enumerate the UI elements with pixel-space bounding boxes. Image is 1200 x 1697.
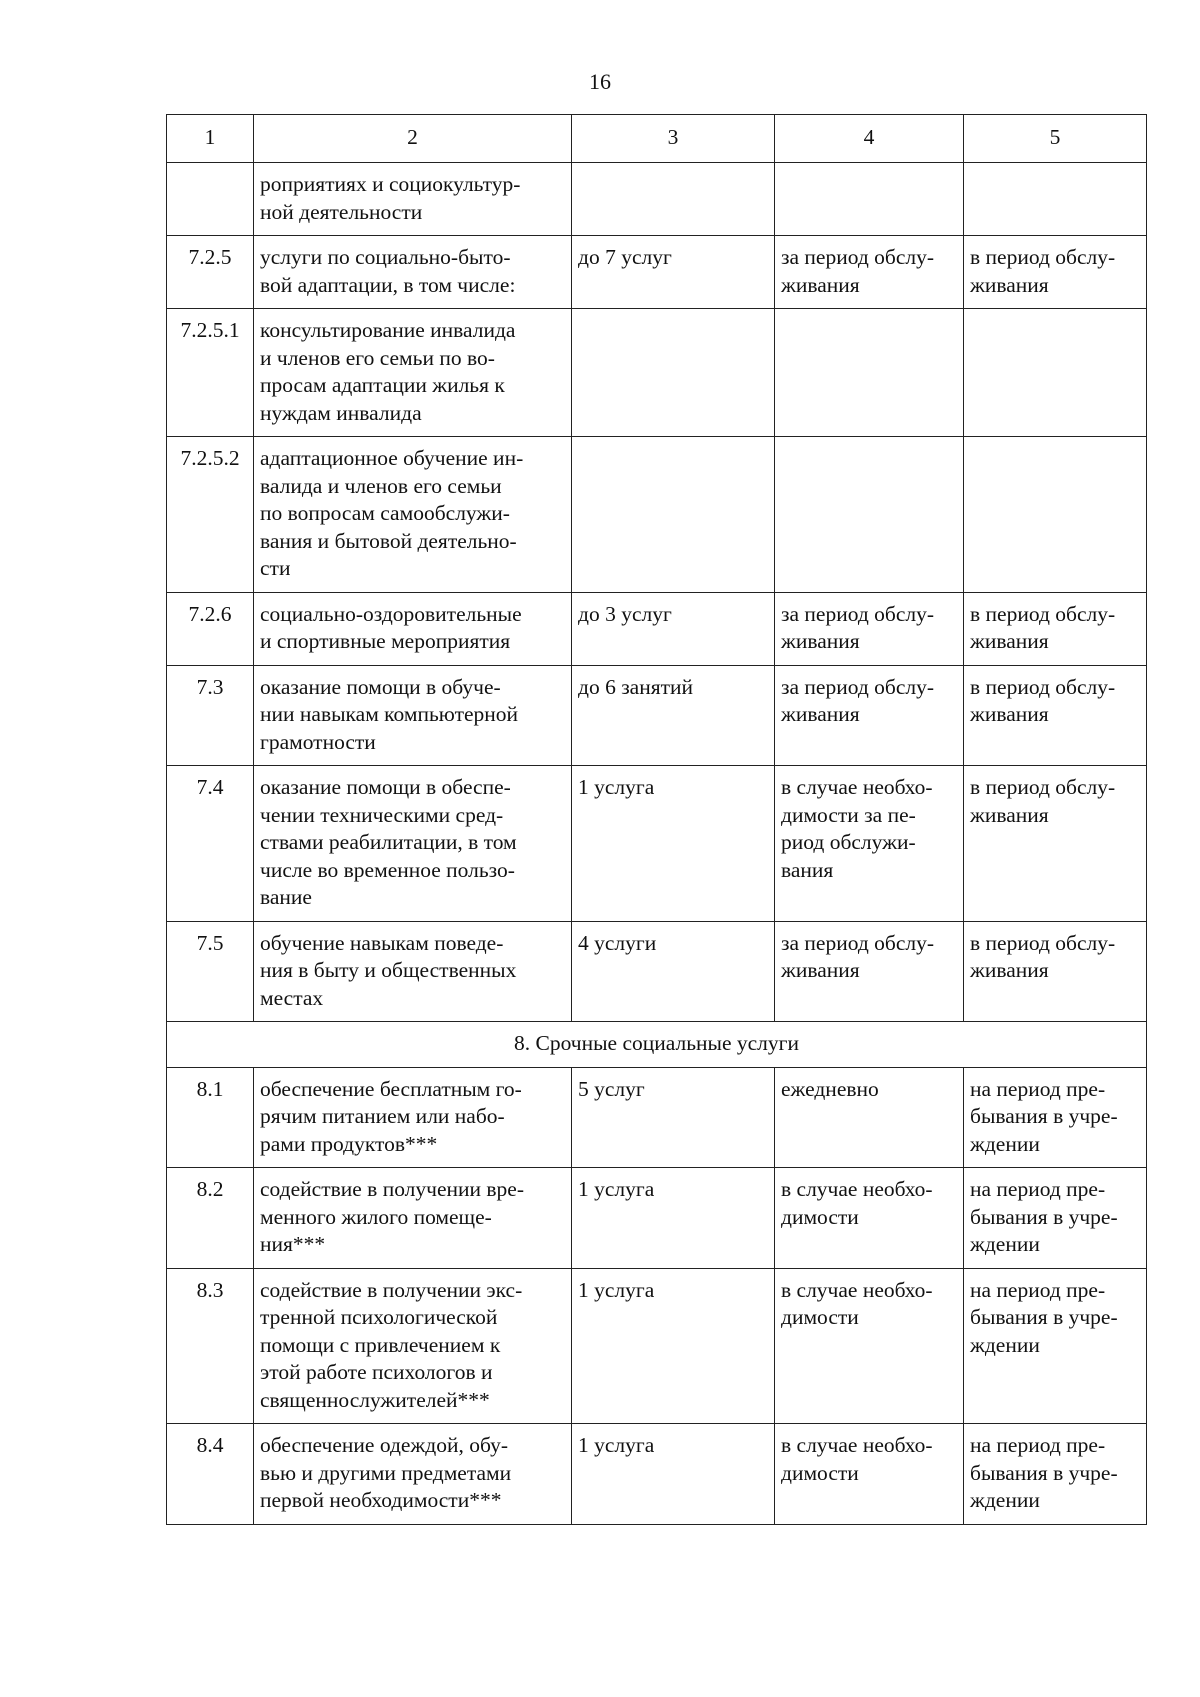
cell-text-line: до 7 услуг <box>578 245 672 269</box>
cell-text-line: нуждам инвалида <box>260 400 422 425</box>
column-header-4: 4 <box>775 115 964 163</box>
cell-text-line: до 6 занятий <box>578 674 694 699</box>
section-title: 8. Срочные социальные услуги <box>167 1022 1147 1068</box>
cell-col-3 <box>572 766 775 922</box>
section-8-header <box>167 1022 1147 1068</box>
cell-text-line: по вопросам самообслужи- <box>260 501 510 525</box>
cell-text-line: роприятиях и социокультур- <box>260 172 521 196</box>
table-row <box>167 592 1147 665</box>
cell-text-line: нии навыкам компьютерной <box>260 702 519 726</box>
cell-col-1: 8.2 <box>167 1168 254 1269</box>
cell-text-line: просам адаптации жилья к <box>260 373 505 397</box>
column-header-1: 1 <box>167 115 254 163</box>
cell-col-2 <box>254 665 572 766</box>
cell-col-3 <box>572 921 775 1022</box>
cell-col-2 <box>254 437 572 593</box>
cell-col-3 <box>572 1168 775 1269</box>
cell-text-line: 1 услуга <box>578 1433 655 1457</box>
cell-col-2 <box>254 236 572 309</box>
cell-text-line: этой работе психологов и <box>260 1360 493 1384</box>
cell-col-2 <box>254 1424 572 1525</box>
cell-text-line: сти <box>260 556 291 580</box>
cell-col-3 <box>572 1424 775 1525</box>
cell-text-line: на период пре- <box>970 1433 1106 1457</box>
cell-text-line: 1 услуга <box>578 775 655 799</box>
cell-col-4 <box>775 236 964 309</box>
cell-text-line: в случае необхо- <box>781 1177 933 1201</box>
cell-col-5 <box>964 665 1147 766</box>
table-row <box>167 437 1147 593</box>
cell-text-line: риод обслужи- <box>781 830 916 854</box>
column-header-5: 5 <box>964 115 1147 163</box>
cell-text-line: живания <box>970 272 1049 297</box>
cell-col-3 <box>572 309 775 437</box>
table-row <box>167 1424 1147 1525</box>
table-row <box>167 309 1147 437</box>
cell-col-4 <box>775 766 964 922</box>
cell-text-line: за период обслу- <box>781 245 935 269</box>
cell-col-5 <box>964 592 1147 665</box>
cell-text-line: живания <box>781 702 860 726</box>
cell-text-line: и спортивные мероприятия <box>260 629 511 653</box>
table-row <box>167 665 1147 766</box>
cell-col-4 <box>775 921 964 1022</box>
cell-text-line: бывания в учре- <box>970 1104 1118 1128</box>
page-number: 16 <box>589 69 611 94</box>
cell-col-4 <box>775 592 964 665</box>
cell-text-line: социально-оздоровительные <box>260 601 522 626</box>
cell-text-line: димости <box>781 1305 859 1329</box>
cell-col-1: 8.1 <box>167 1067 254 1168</box>
cell-col-3 <box>572 592 775 665</box>
cell-col-4 <box>775 1168 964 1269</box>
cell-text-line: ждении <box>970 1488 1040 1512</box>
cell-text-line: живания <box>970 802 1049 827</box>
cell-col-3 <box>572 1268 775 1424</box>
column-header-2: 2 <box>254 115 572 163</box>
cell-text-line: живания <box>781 958 860 982</box>
cell-text-line: димости <box>781 1460 859 1485</box>
cell-text-line: местах <box>260 985 324 1010</box>
cell-col-5 <box>964 1424 1147 1525</box>
cell-text-line: 1 услуга <box>578 1177 655 1201</box>
cell-col-5 <box>964 309 1147 437</box>
cell-text-line: бывания в учре- <box>970 1204 1118 1229</box>
cell-text-line: числе во временное пользо- <box>260 857 515 882</box>
cell-col-1: 8.4 <box>167 1424 254 1525</box>
cell-col-3 <box>572 665 775 766</box>
cell-col-4 <box>775 1268 964 1424</box>
cell-text-line: обеспечение бесплатным го- <box>260 1076 522 1101</box>
cell-text-line: в период обслу- <box>970 245 1116 269</box>
cell-text-line: содействие в получении экс- <box>260 1277 523 1302</box>
cell-text-line: оказание помощи в обуче- <box>260 674 501 699</box>
cell-col-1: 7.2.5.2 <box>167 437 254 593</box>
cell-text-line: ждении <box>970 1131 1040 1156</box>
cell-text-line: вания <box>781 857 834 882</box>
cell-text-line: 5 услуг <box>578 1076 645 1101</box>
cell-col-2 <box>254 766 572 922</box>
cell-text-line: димости <box>781 1204 859 1229</box>
cell-text-line: адаптационное обучение ин- <box>260 446 524 470</box>
cell-text-line: бывания в учре- <box>970 1460 1118 1485</box>
cell-text-line: консультирование инвалида <box>260 318 516 342</box>
cell-text-line: в период обслу- <box>970 601 1116 626</box>
cell-col-1: 7.4 <box>167 766 254 922</box>
cell-text-line: ждении <box>970 1332 1040 1357</box>
cell-text-line: рами продуктов*** <box>260 1131 438 1156</box>
cell-text-line: первой необходимости*** <box>260 1488 502 1512</box>
cell-col-2 <box>254 1067 572 1168</box>
services-table <box>166 114 1147 1525</box>
cell-text-line: вание <box>260 885 312 909</box>
table-row <box>167 1168 1147 1269</box>
table-row <box>167 1268 1147 1424</box>
cell-col-4 <box>775 309 964 437</box>
cell-text-line: в случае необхо- <box>781 1433 933 1457</box>
cell-text-line: живания <box>970 702 1049 726</box>
section-row <box>167 1022 1147 1068</box>
cell-col-5 <box>964 1168 1147 1269</box>
cell-text-line: в период обслу- <box>970 930 1116 955</box>
table-body-block-8 <box>167 1067 1147 1524</box>
cell-col-4 <box>775 163 964 236</box>
cell-col-1: 7.3 <box>167 665 254 766</box>
cell-text-line: вой адаптации, в том числе: <box>260 272 516 297</box>
cell-col-1: 7.2.6 <box>167 592 254 665</box>
cell-text-line: обеспечение одеждой, обу- <box>260 1433 509 1457</box>
cell-col-4 <box>775 437 964 593</box>
table-row <box>167 921 1147 1022</box>
cell-col-2 <box>254 163 572 236</box>
cell-text-line: живания <box>781 272 860 297</box>
cell-text-line: ния в быту и общественных <box>260 958 517 982</box>
cell-text-line: за период обслу- <box>781 674 935 699</box>
cell-text-line: живания <box>781 629 860 653</box>
cell-text-line: в период обслу- <box>970 674 1116 699</box>
cell-col-2 <box>254 592 572 665</box>
cell-text-line: ждении <box>970 1232 1040 1256</box>
cell-col-3 <box>572 163 775 236</box>
cell-col-1 <box>167 163 254 236</box>
cell-text-line: оказание помощи в обеспе- <box>260 775 511 799</box>
cell-col-5 <box>964 1268 1147 1424</box>
cell-text-line: обучение навыкам поведе- <box>260 930 504 955</box>
cell-text-line: на период пре- <box>970 1177 1106 1201</box>
cell-col-2 <box>254 309 572 437</box>
table-row <box>167 236 1147 309</box>
cell-text-line: ния*** <box>260 1232 326 1256</box>
table-row <box>167 766 1147 922</box>
cell-col-3 <box>572 437 775 593</box>
column-header-3: 3 <box>572 115 775 163</box>
table-body-block-7 <box>167 163 1147 1022</box>
cell-text-line: живания <box>970 958 1049 982</box>
cell-col-4 <box>775 1424 964 1525</box>
cell-col-2 <box>254 1168 572 1269</box>
cell-col-2 <box>254 1268 572 1424</box>
cell-text-line: димости за пе- <box>781 802 916 827</box>
cell-text-line: валида и членов его семьи <box>260 473 502 498</box>
cell-text-line: живания <box>970 629 1049 653</box>
cell-text-line: бывания в учре- <box>970 1305 1118 1329</box>
table-row <box>167 163 1147 236</box>
cell-text-line: 1 услуга <box>578 1277 655 1302</box>
cell-text-line: за период обслу- <box>781 601 935 626</box>
cell-col-1: 8.3 <box>167 1268 254 1424</box>
cell-text-line: вью и другими предметами <box>260 1460 512 1485</box>
cell-text-line: ствами реабилитации, в том <box>260 830 517 854</box>
cell-col-4 <box>775 1067 964 1168</box>
cell-text-line: на период пре- <box>970 1277 1106 1302</box>
cell-text-line: священнослужителей*** <box>260 1387 490 1412</box>
cell-col-5 <box>964 163 1147 236</box>
cell-col-1: 7.2.5.1 <box>167 309 254 437</box>
cell-text-line: тренной психологической <box>260 1305 498 1329</box>
cell-text-line: менного жилого помеще- <box>260 1204 492 1229</box>
cell-text-line: вания и бытовой деятельно- <box>260 528 517 553</box>
cell-text-line: за период обслу- <box>781 930 935 955</box>
cell-col-5 <box>964 766 1147 922</box>
cell-col-5 <box>964 921 1147 1022</box>
header-row <box>167 115 1147 163</box>
cell-col-5 <box>964 236 1147 309</box>
cell-text-line: грамотности <box>260 729 376 754</box>
cell-text-line: 4 услуги <box>578 930 657 955</box>
cell-text-line: содействие в получении вре- <box>260 1177 525 1201</box>
cell-text-line: ежедневно <box>781 1076 879 1101</box>
table-row <box>167 1067 1147 1168</box>
cell-col-3 <box>572 1067 775 1168</box>
cell-text-line: в период обслу- <box>970 775 1116 799</box>
cell-text-line: ной деятельности <box>260 199 423 224</box>
cell-col-5 <box>964 1067 1147 1168</box>
cell-col-2 <box>254 921 572 1022</box>
cell-col-1: 7.2.5 <box>167 236 254 309</box>
cell-col-4 <box>775 665 964 766</box>
cell-text-line: чении техническими сред- <box>260 802 504 827</box>
cell-col-5 <box>964 437 1147 593</box>
cell-col-3 <box>572 236 775 309</box>
cell-text-line: в случае необхо- <box>781 775 933 799</box>
cell-text-line: до 3 услуг <box>578 601 672 626</box>
cell-text-line: в случае необхо- <box>781 1277 933 1302</box>
cell-text-line: и членов его семьи по во- <box>260 345 495 370</box>
table-header <box>167 115 1147 163</box>
cell-text-line: услуги по социально-быто- <box>260 245 511 269</box>
cell-text-line: рячим питанием или набо- <box>260 1104 505 1128</box>
cell-text-line: помощи с привлечением к <box>260 1332 501 1357</box>
cell-text-line: на период пре- <box>970 1076 1106 1101</box>
cell-col-1: 7.5 <box>167 921 254 1022</box>
